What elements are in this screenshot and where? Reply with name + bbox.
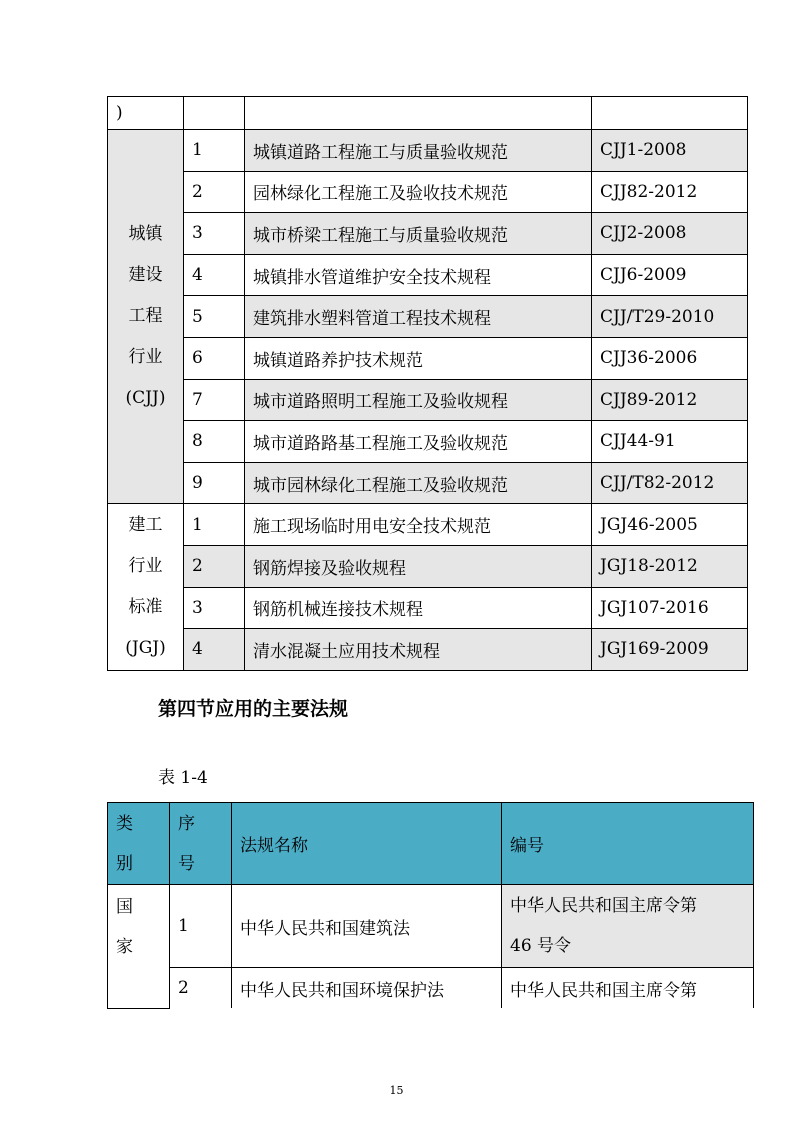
header-line: 序 [178,813,195,834]
category-line: 建设 [128,265,163,286]
code-cell: CJJ1-2008 [592,130,748,172]
header-category [108,803,170,885]
category-line: 家 [116,937,133,957]
name-cell [245,97,592,130]
code-cell: CJJ89-2012 [592,379,748,421]
code-cell: 中华人民共和国主席令第 [502,968,754,1009]
code-cell: CJJ/T82-2012 [592,462,748,504]
category-line: 标准 [128,597,163,618]
code-cell: CJJ6-2009 [592,254,748,296]
no-cell: 3 [184,213,245,255]
regulations-table [107,802,754,1009]
table-row [108,254,748,296]
code-cell [592,97,748,130]
code-cell: CJJ36-2006 [592,337,748,379]
category-cell-jgj [108,504,184,670]
name-cell: 城镇排水管道维护安全技术规程 [245,254,592,296]
header-line: 类 [116,813,133,834]
code-cell: JGJ169-2009 [592,629,748,671]
table-label: 表 1-4 [158,768,208,788]
no-cell: 2 [170,968,232,1009]
no-cell: 1 [184,130,245,172]
header-row [108,803,754,885]
name-cell: 中华人民共和国建筑法 [232,885,502,968]
name-cell: 清水混凝土应用技术规程 [245,629,592,671]
code-cell [502,885,754,968]
table-row [108,130,748,172]
code-cell: CJJ2-2008 [592,213,748,255]
no-cell: 6 [184,337,245,379]
no-cell: 2 [184,171,245,213]
page-number: 15 [389,1084,404,1097]
table-row [108,171,748,213]
name-cell: 城市桥梁工程施工与质量验收规范 [245,213,592,255]
category-line: (JGJ) [125,638,166,659]
standards-table [107,96,748,671]
category-line: 城镇 [128,224,163,245]
header-line: 别 [116,853,133,874]
table-row [108,421,748,463]
header-line: 号 [178,853,195,874]
table-row [108,629,748,671]
name-cell: 钢筋焊接及验收规程 [245,545,592,587]
no-cell: 1 [184,504,245,546]
name-cell: 城镇道路养护技术规范 [245,337,592,379]
no-cell: 2 [184,545,245,587]
no-cell: 4 [184,629,245,671]
code-cell: CJJ44-91 [592,421,748,463]
name-cell: 园林绿化工程施工及验收技术规范 [245,171,592,213]
category-cell: ) [108,97,184,130]
category-cell-cjj [108,130,184,504]
name-cell: 钢筋机械连接技术规程 [245,587,592,629]
code-line: 46 号令 [510,936,572,956]
table-row [108,587,748,629]
no-cell: 9 [184,462,245,504]
header-no [170,803,232,885]
category-line: 行业 [128,347,163,368]
table-row [108,885,754,968]
name-cell: 中华人民共和国环境保护法 [232,968,502,1009]
header-code: 编号 [502,803,754,885]
no-cell: 7 [184,379,245,421]
name-cell: 城市道路照明工程施工及验收规程 [245,379,592,421]
no-cell: 1 [170,885,232,968]
table-row [108,379,748,421]
name-cell: 建筑排水塑料管道工程技术规程 [245,296,592,338]
category-line: 行业 [128,556,163,577]
table-row [108,968,754,1009]
table-row [108,504,748,546]
code-cell: JGJ18-2012 [592,545,748,587]
code-line: 中华人民共和国主席令第 [510,896,697,916]
category-line: 工程 [128,306,163,327]
code-cell: CJJ/T29-2010 [592,296,748,338]
header-name: 法规名称 [232,803,502,885]
table-row [108,337,748,379]
no-cell: 5 [184,296,245,338]
name-cell: 城市园林绿化工程施工及验收规范 [245,462,592,504]
no-cell: 3 [184,587,245,629]
table-row [108,545,748,587]
code-cell: JGJ46-2005 [592,504,748,546]
table-row [108,213,748,255]
category-cell-national [108,885,170,1009]
category-line: (CJJ) [125,388,166,409]
name-cell: 城镇道路工程施工与质量验收规范 [245,130,592,172]
name-cell: 施工现场临时用电安全技术规范 [245,504,592,546]
section-title: 第四节应用的主要法规 [158,698,349,720]
category-line: 建工 [128,515,163,536]
category-line: 国 [116,897,133,917]
table-row [108,296,748,338]
code-cell: CJJ82-2012 [592,171,748,213]
table-row [108,97,748,130]
name-cell: 城市道路路基工程施工及验收规范 [245,421,592,463]
no-cell: 4 [184,254,245,296]
code-cell: JGJ107-2016 [592,587,748,629]
no-cell [184,97,245,130]
no-cell: 8 [184,421,245,463]
table-row [108,462,748,504]
